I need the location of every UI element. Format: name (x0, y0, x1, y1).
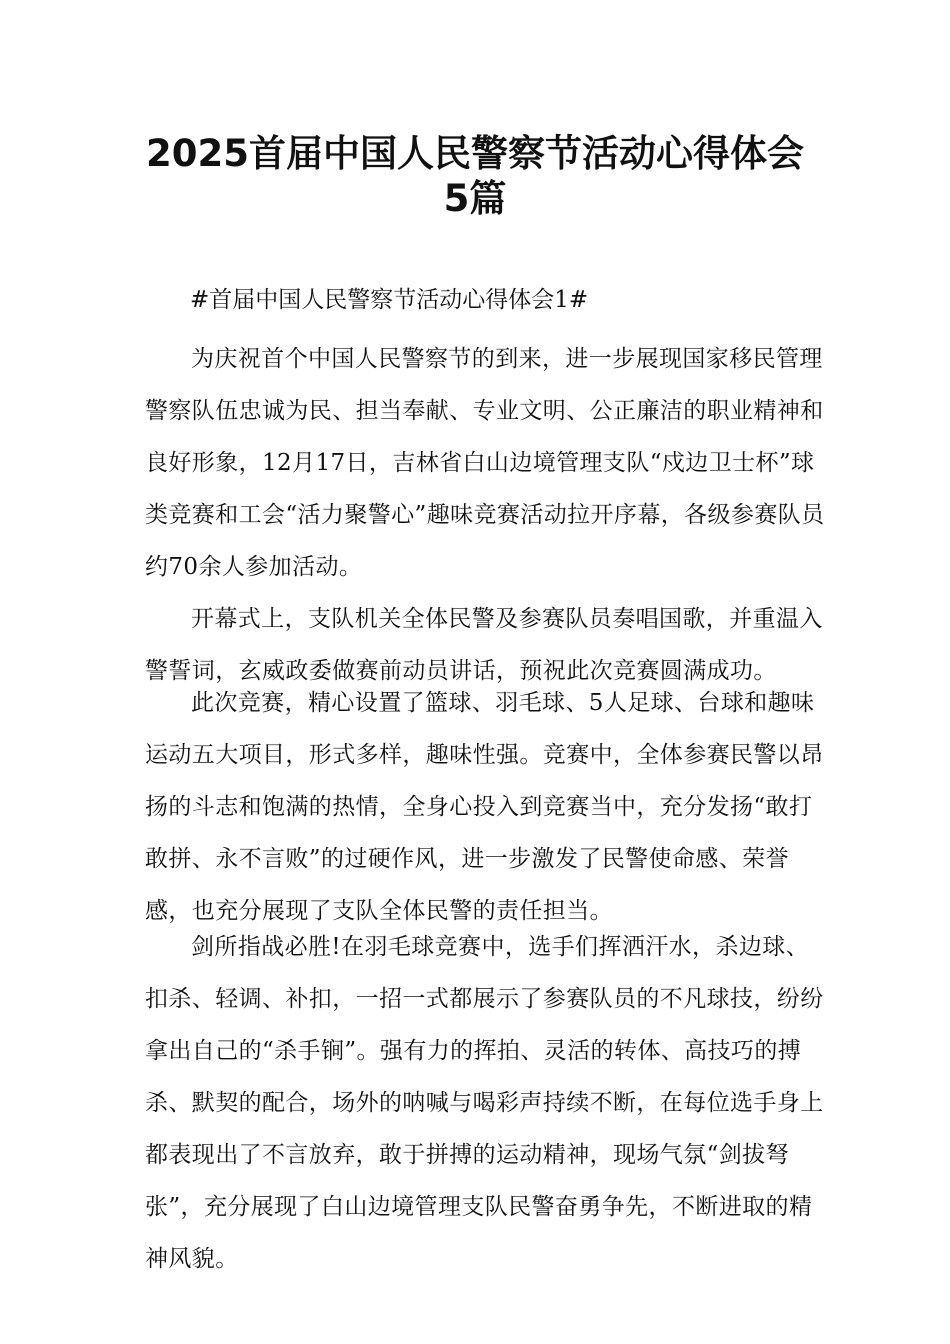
paragraph: 为庆祝首个中国人民警察节的到来，进一步展现国家移民管理警察队伍忠诚为民、担当奉献、专业文明、公正廉洁的职业精神和良好形象，12月17日，吉林省白山边境管理支队“戍边卫士杯”球类竞赛和工会“活力聚警心”趣味竞赛活动拉开序幕，各级参赛队员约70余人参加活动。 (145, 346, 825, 580)
document-title-line-1: 2025首届中国人民警察节活动心得体会 (146, 132, 804, 175)
paragraph: 剑所指战必胜!在羽毛球竞赛中，选手们挥洒汗水，杀边球、扣杀、轻调、补扣，一招一式都展示了参赛队员的不凡球技，纷纷拿出自己的“杀手锏”。强有力的挥拍、灵活的转体、高技巧的搏杀、默契的配合，场外的呐喊与喝彩声持续不断，在每位选手身上都表现出了不言放弃，敢于拼搏的运动精神，现场气氛“剑拔弩张”，充分展现了白山边境管理支队民警奋勇争先，不断进取的精神风貌。 (145, 934, 824, 1272)
paragraph: 此次竞赛，精心设置了篮球、羽毛球、5人足球、台球和趣味运动五大项目，形式多样，趣味性强。竞赛中，全体参赛民警以昂扬的斗志和饱满的热情，全身心投入到竞赛当中，充分发扬“敢打敢拼、永不言败”的过硬作风，进一步激发了民警使命感、荣誉感，也充分展现了支队全体民警的责任担当。 (145, 690, 824, 924)
paragraph-3-block (145, 677, 825, 937)
section-heading: #首届中国人民警察节活动心得体会1# (190, 287, 589, 313)
paragraph-1-block (145, 333, 825, 593)
paragraph: 开幕式上，支队机关全体民警及参赛队员奏唱国歌，并重温入警誓词，玄威政委做赛前动员讲话，预祝此次竞赛圆满成功。 (145, 606, 823, 684)
document-title-line-2: 5篇 (443, 177, 507, 220)
paragraph-4-block (145, 921, 825, 1285)
